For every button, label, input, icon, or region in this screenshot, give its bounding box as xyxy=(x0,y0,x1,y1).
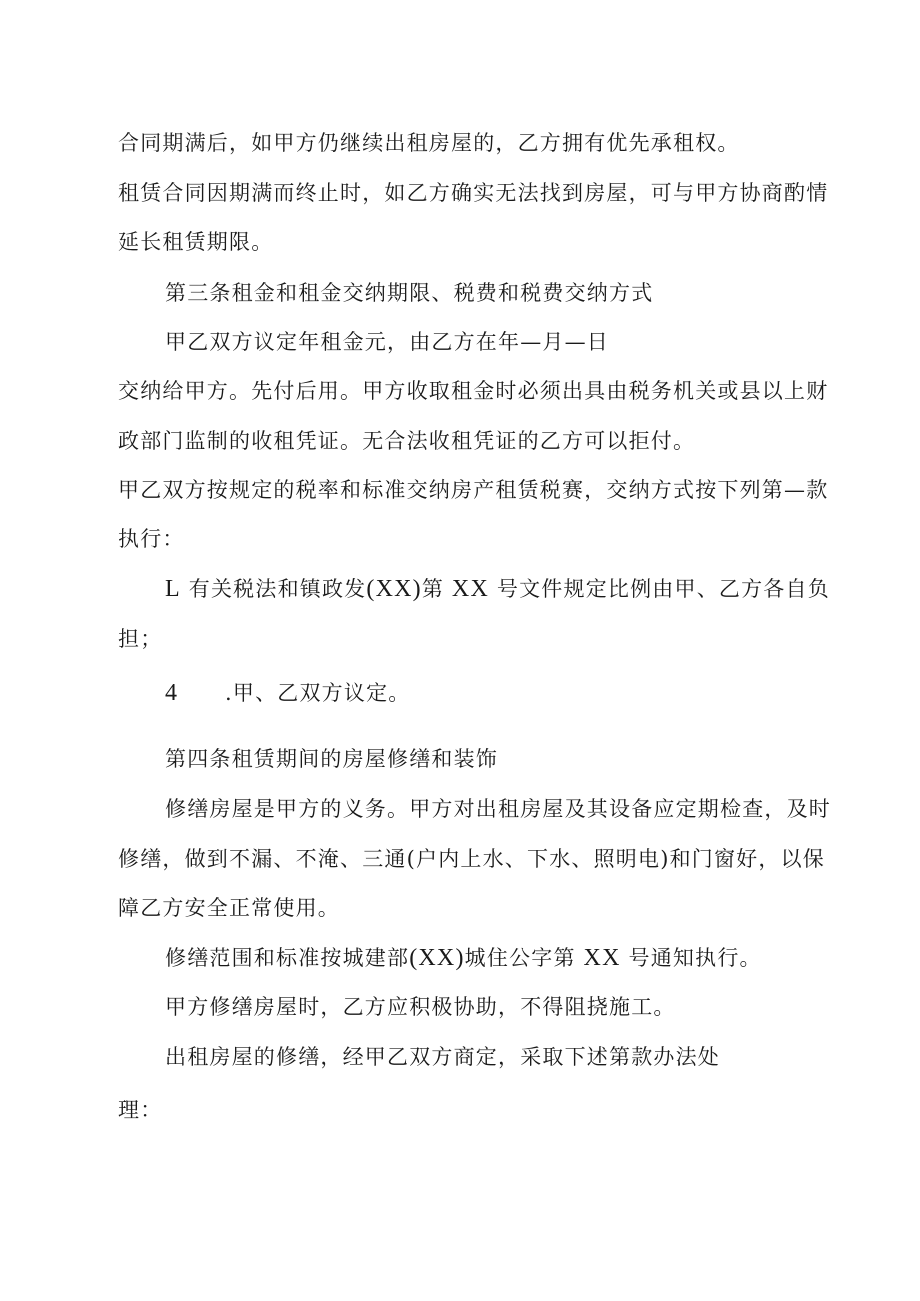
article-4-heading: 第四条租赁期间的房屋修缮和装饰 xyxy=(165,747,498,771)
text-line-7: 政部门监制的收租凭证。无合法收租凭证的乙方可以拒付。 xyxy=(118,429,696,453)
xx-2: XX xyxy=(583,945,621,971)
text-line-14: 修缮房屋是甲方的义务。甲方对出租房屋及其设备应定期检查，及时 xyxy=(165,797,831,821)
text-line-17-b: 城住公字第 xyxy=(464,946,576,970)
list-item-l-text-c: 号文件规定比例由甲、乙方各自负 xyxy=(496,577,830,601)
list-item-l-text-a: 有关税法和镇政发 xyxy=(188,577,367,601)
paren-xx-2: (XX) xyxy=(409,945,465,971)
list-marker-l: L xyxy=(165,576,181,602)
text-line-6: 交纳给甲方。先付后用。甲方收取租金时必须出具由税务机关或县以上财 xyxy=(118,379,829,403)
list-item-l-text-b: 第 xyxy=(421,577,445,601)
text-line-17-a: 修缮范围和标准按城建部 xyxy=(165,946,410,970)
text-line-2: 租赁合同因期满而终止时，如乙方确实无法找到房屋，可与甲方协商酌情 xyxy=(118,181,829,205)
list-item-l xyxy=(165,574,830,604)
text-line-16: 障乙方安全正常使用。 xyxy=(118,896,340,920)
xx-1: XX xyxy=(451,576,489,602)
list-marker-4: 4 xyxy=(165,680,179,706)
text-line-19: 出租房屋的修缮，经甲乙双方商定，采取下述第款办法处 xyxy=(165,1045,720,1069)
text-line-20: 理： xyxy=(118,1098,163,1122)
text-line-1: 合同期满后，如甲方仍继续出租房屋的，乙方拥有优先承租权。 xyxy=(118,131,740,155)
article-3-heading: 第三条租金和租金交纳期限、税费和税费交纳方式 xyxy=(165,281,654,305)
text-line-3: 延长租赁期限。 xyxy=(118,230,274,254)
text-line-8: 甲乙双方按规定的税率和标准交纳房产租赁税赛，交纳方式按下列第—款 xyxy=(118,478,829,502)
text-line-9: 执行： xyxy=(118,527,185,551)
text-line-11: 担； xyxy=(118,627,163,651)
text-line-15: 修缮，做到不漏、不淹、三通(户内上水、下水、照明电)和门窗好，以保 xyxy=(118,847,825,871)
text-line-17-c: 号通知执行。 xyxy=(628,946,762,970)
text-line-5: 甲乙双方议定年租金元，由乙方在年—月—日 xyxy=(165,330,609,354)
list-item-4 xyxy=(165,678,410,708)
paren-xx-1: (XX) xyxy=(366,576,422,602)
list-item-4-text: .甲、乙双方议定。 xyxy=(225,681,411,705)
text-line-17 xyxy=(165,943,762,973)
text-line-18: 甲方修缮房屋时，乙方应积极协助，不得阻挠施工。 xyxy=(165,995,676,1019)
